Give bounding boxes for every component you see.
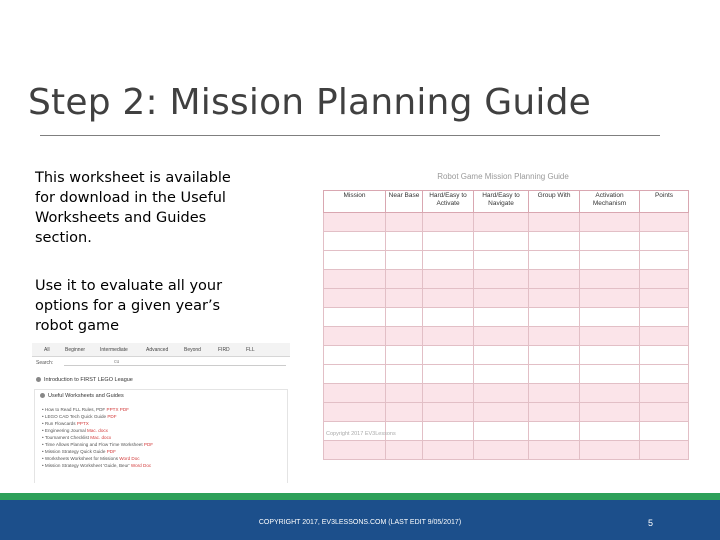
worksheet-description: This worksheet is available for download in the Useful Worksheets and Guides section. [35, 170, 231, 246]
table-cell [474, 422, 529, 441]
table-row [324, 232, 689, 251]
table-cell [386, 213, 423, 232]
web-section-worksheets [40, 393, 124, 399]
table-cell [580, 213, 640, 232]
table-row [324, 289, 689, 308]
table-cell [423, 270, 474, 289]
table-cell [529, 403, 580, 422]
table-cell [386, 384, 423, 403]
table-cell [423, 346, 474, 365]
table-cell [580, 441, 640, 460]
table-cell [423, 384, 474, 403]
table-cell [324, 384, 386, 403]
web-tab: All [44, 347, 50, 353]
table-cell [324, 365, 386, 384]
table-cell [423, 441, 474, 460]
list-item: • Worksheets Worksheet for Missions Word Doc [42, 455, 153, 462]
web-section-intro [36, 377, 133, 383]
table-cell [324, 213, 386, 232]
table-cell [474, 232, 529, 251]
table-cell [423, 327, 474, 346]
section-bullet-icon [36, 377, 41, 382]
table-cell [640, 384, 689, 403]
table-cell [423, 232, 474, 251]
table-cell [580, 327, 640, 346]
table-cell [423, 365, 474, 384]
table-cell [474, 327, 529, 346]
table-cell [640, 346, 689, 365]
table-cell [640, 289, 689, 308]
table-row [324, 327, 689, 346]
list-item: • Tournament Checklist Mac. docx [42, 434, 153, 441]
list-item: • Run Flowcards PPTX [42, 420, 153, 427]
table-cell [474, 403, 529, 422]
footer-accent-bar [0, 493, 720, 500]
table-row [324, 270, 689, 289]
planning-guide-image [320, 168, 690, 443]
table-cell [580, 365, 640, 384]
table-cell [474, 270, 529, 289]
table-row [324, 308, 689, 327]
web-worksheet-list [42, 406, 153, 469]
table-cell [529, 365, 580, 384]
table-cell [529, 327, 580, 346]
table-cell [324, 270, 386, 289]
table-cell [386, 346, 423, 365]
table-cell [474, 441, 529, 460]
web-tab: Beginner [65, 347, 86, 353]
table-cell [640, 213, 689, 232]
table-cell [529, 422, 580, 441]
usage-description: Use it to evaluate all your options for a given year’s robot game [35, 278, 223, 334]
table-cell [324, 441, 386, 460]
table-cell [580, 289, 640, 308]
table-cell [386, 232, 423, 251]
table-cell [529, 232, 580, 251]
table-cell [640, 270, 689, 289]
web-search-label: Search: [36, 360, 54, 366]
table-cell [529, 346, 580, 365]
table-row [324, 403, 689, 422]
table-cell [580, 422, 640, 441]
website-screenshot-image [32, 343, 290, 483]
table-cell [324, 251, 386, 270]
table-cell [580, 251, 640, 270]
table-cell [474, 346, 529, 365]
title-underline [40, 135, 660, 136]
table-cell [386, 289, 423, 308]
guide-header-cell: Hard/Easy to Activate [423, 191, 474, 213]
slide-title: Step 2: Mission Planning Guide [28, 82, 591, 123]
table-cell [580, 232, 640, 251]
table-row [324, 251, 689, 270]
table-cell [324, 308, 386, 327]
table-cell [386, 270, 423, 289]
table-cell [324, 403, 386, 422]
table-cell [640, 441, 689, 460]
footer-copyright: COPYRIGHT 2017, EV3LESSONS.COM (LAST EDIT 9/05/2017) [258, 519, 462, 526]
web-search-value: cu [114, 359, 120, 365]
web-section-label: Useful Worksheets and Guides [48, 393, 124, 399]
table-cell [640, 327, 689, 346]
table-row [324, 384, 689, 403]
guide-copyright: Copyright 2017 EV3Lessons [326, 431, 396, 437]
table-row [324, 346, 689, 365]
table-cell [529, 270, 580, 289]
guide-header-cell: Activation Mechanism [580, 191, 640, 213]
table-cell [423, 213, 474, 232]
table-cell [324, 232, 386, 251]
guide-header-row [324, 191, 689, 213]
table-cell [529, 308, 580, 327]
table-cell [474, 289, 529, 308]
table-cell [324, 346, 386, 365]
table-cell [423, 403, 474, 422]
web-tab: FIRD [218, 347, 230, 353]
guide-header-cell: Points [640, 191, 689, 213]
table-cell [324, 289, 386, 308]
web-tab: FLL [246, 347, 255, 353]
page-number: 5 [648, 518, 654, 528]
table-cell [580, 346, 640, 365]
table-row [324, 441, 689, 460]
table-cell [640, 403, 689, 422]
table-cell [474, 213, 529, 232]
table-cell [640, 251, 689, 270]
table-cell [386, 403, 423, 422]
table-cell [386, 365, 423, 384]
table-cell [423, 308, 474, 327]
web-tab: Advanced [146, 347, 169, 353]
table-cell [423, 422, 474, 441]
table-cell [580, 384, 640, 403]
guide-header-cell: Group With [529, 191, 580, 213]
guide-header-cell: Mission [324, 191, 386, 213]
table-cell [529, 213, 580, 232]
table-cell [529, 441, 580, 460]
list-item: • Time Allows Planning and Flow Time Worksheet PDF [42, 441, 153, 448]
table-cell [580, 308, 640, 327]
web-section-label: Introduction to FIRST LEGO League [44, 377, 133, 383]
table-cell [474, 365, 529, 384]
web-tab-bar [32, 343, 290, 357]
guide-header-cell: Hard/Easy to Navigate [474, 191, 529, 213]
web-search-input [64, 359, 286, 366]
table-cell [324, 327, 386, 346]
section-bullet-icon [40, 393, 45, 398]
table-cell [423, 251, 474, 270]
table-cell [423, 289, 474, 308]
table-cell [580, 403, 640, 422]
table-cell [529, 289, 580, 308]
list-item: • Engineering Journal Mac. docx [42, 427, 153, 434]
table-cell [529, 251, 580, 270]
list-item: • Mission Strategy Worksheet 'Guide, Beur' Word Doc [42, 462, 153, 469]
guide-title: Robot Game Mission Planning Guide [437, 172, 569, 181]
table-cell [474, 251, 529, 270]
table-cell [640, 365, 689, 384]
list-item: • How to Read FLL Rules, PDF PPTX PDF [42, 406, 153, 413]
web-tab: Beyond [184, 347, 201, 353]
table-row [324, 213, 689, 232]
table-cell [474, 308, 529, 327]
table-row [324, 365, 689, 384]
web-tab: Intermediate [100, 347, 128, 353]
table-cell [640, 232, 689, 251]
guide-header-cell: Near Base [386, 191, 423, 213]
table-cell [640, 308, 689, 327]
table-cell [386, 308, 423, 327]
list-item: • LEGO CAD Tech Quick Guide PDF [42, 413, 153, 420]
table-cell [640, 422, 689, 441]
table-cell [474, 384, 529, 403]
table-cell [580, 270, 640, 289]
table-cell [386, 251, 423, 270]
table-cell [386, 441, 423, 460]
table-cell [529, 384, 580, 403]
planning-guide-table [323, 190, 689, 460]
table-cell [386, 327, 423, 346]
list-item: • Mission Strategy Quick Guide PDF [42, 448, 153, 455]
